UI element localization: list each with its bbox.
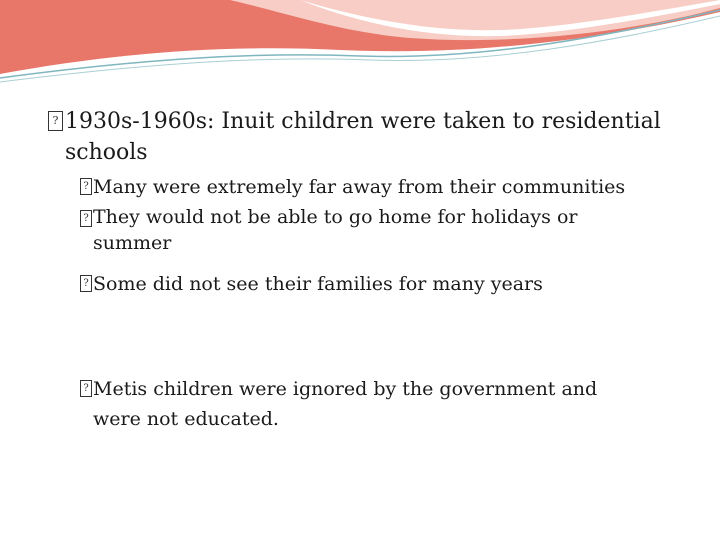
- bullet-level2-far-away: [80, 172, 700, 202]
- bullet-text: They would not be able to go home for holidays or summer: [93, 206, 578, 254]
- bullet-glyph-icon: ?: [80, 178, 92, 195]
- bullet-glyph-icon: ?: [80, 275, 92, 292]
- bullet-level2-metis: [80, 374, 660, 434]
- bullet-text: Metis children were ignored by the government and were not educated.: [93, 378, 598, 430]
- bullet-glyph-icon: ?: [80, 210, 92, 227]
- bullet-level1-inuit: [48, 106, 668, 168]
- bullet-level2-families: [80, 269, 700, 299]
- bullet-glyph-icon: ?: [48, 111, 63, 131]
- bullet-text: Some did not see their families for many years: [93, 273, 543, 295]
- bullet-level2-holidays: [80, 204, 640, 256]
- bullet-text: 1930s-1960s: Inuit children were taken to residential schools: [65, 109, 661, 165]
- bullet-text: Many were extremely far away from their communities: [93, 176, 626, 198]
- bullet-glyph-icon: ?: [80, 380, 92, 397]
